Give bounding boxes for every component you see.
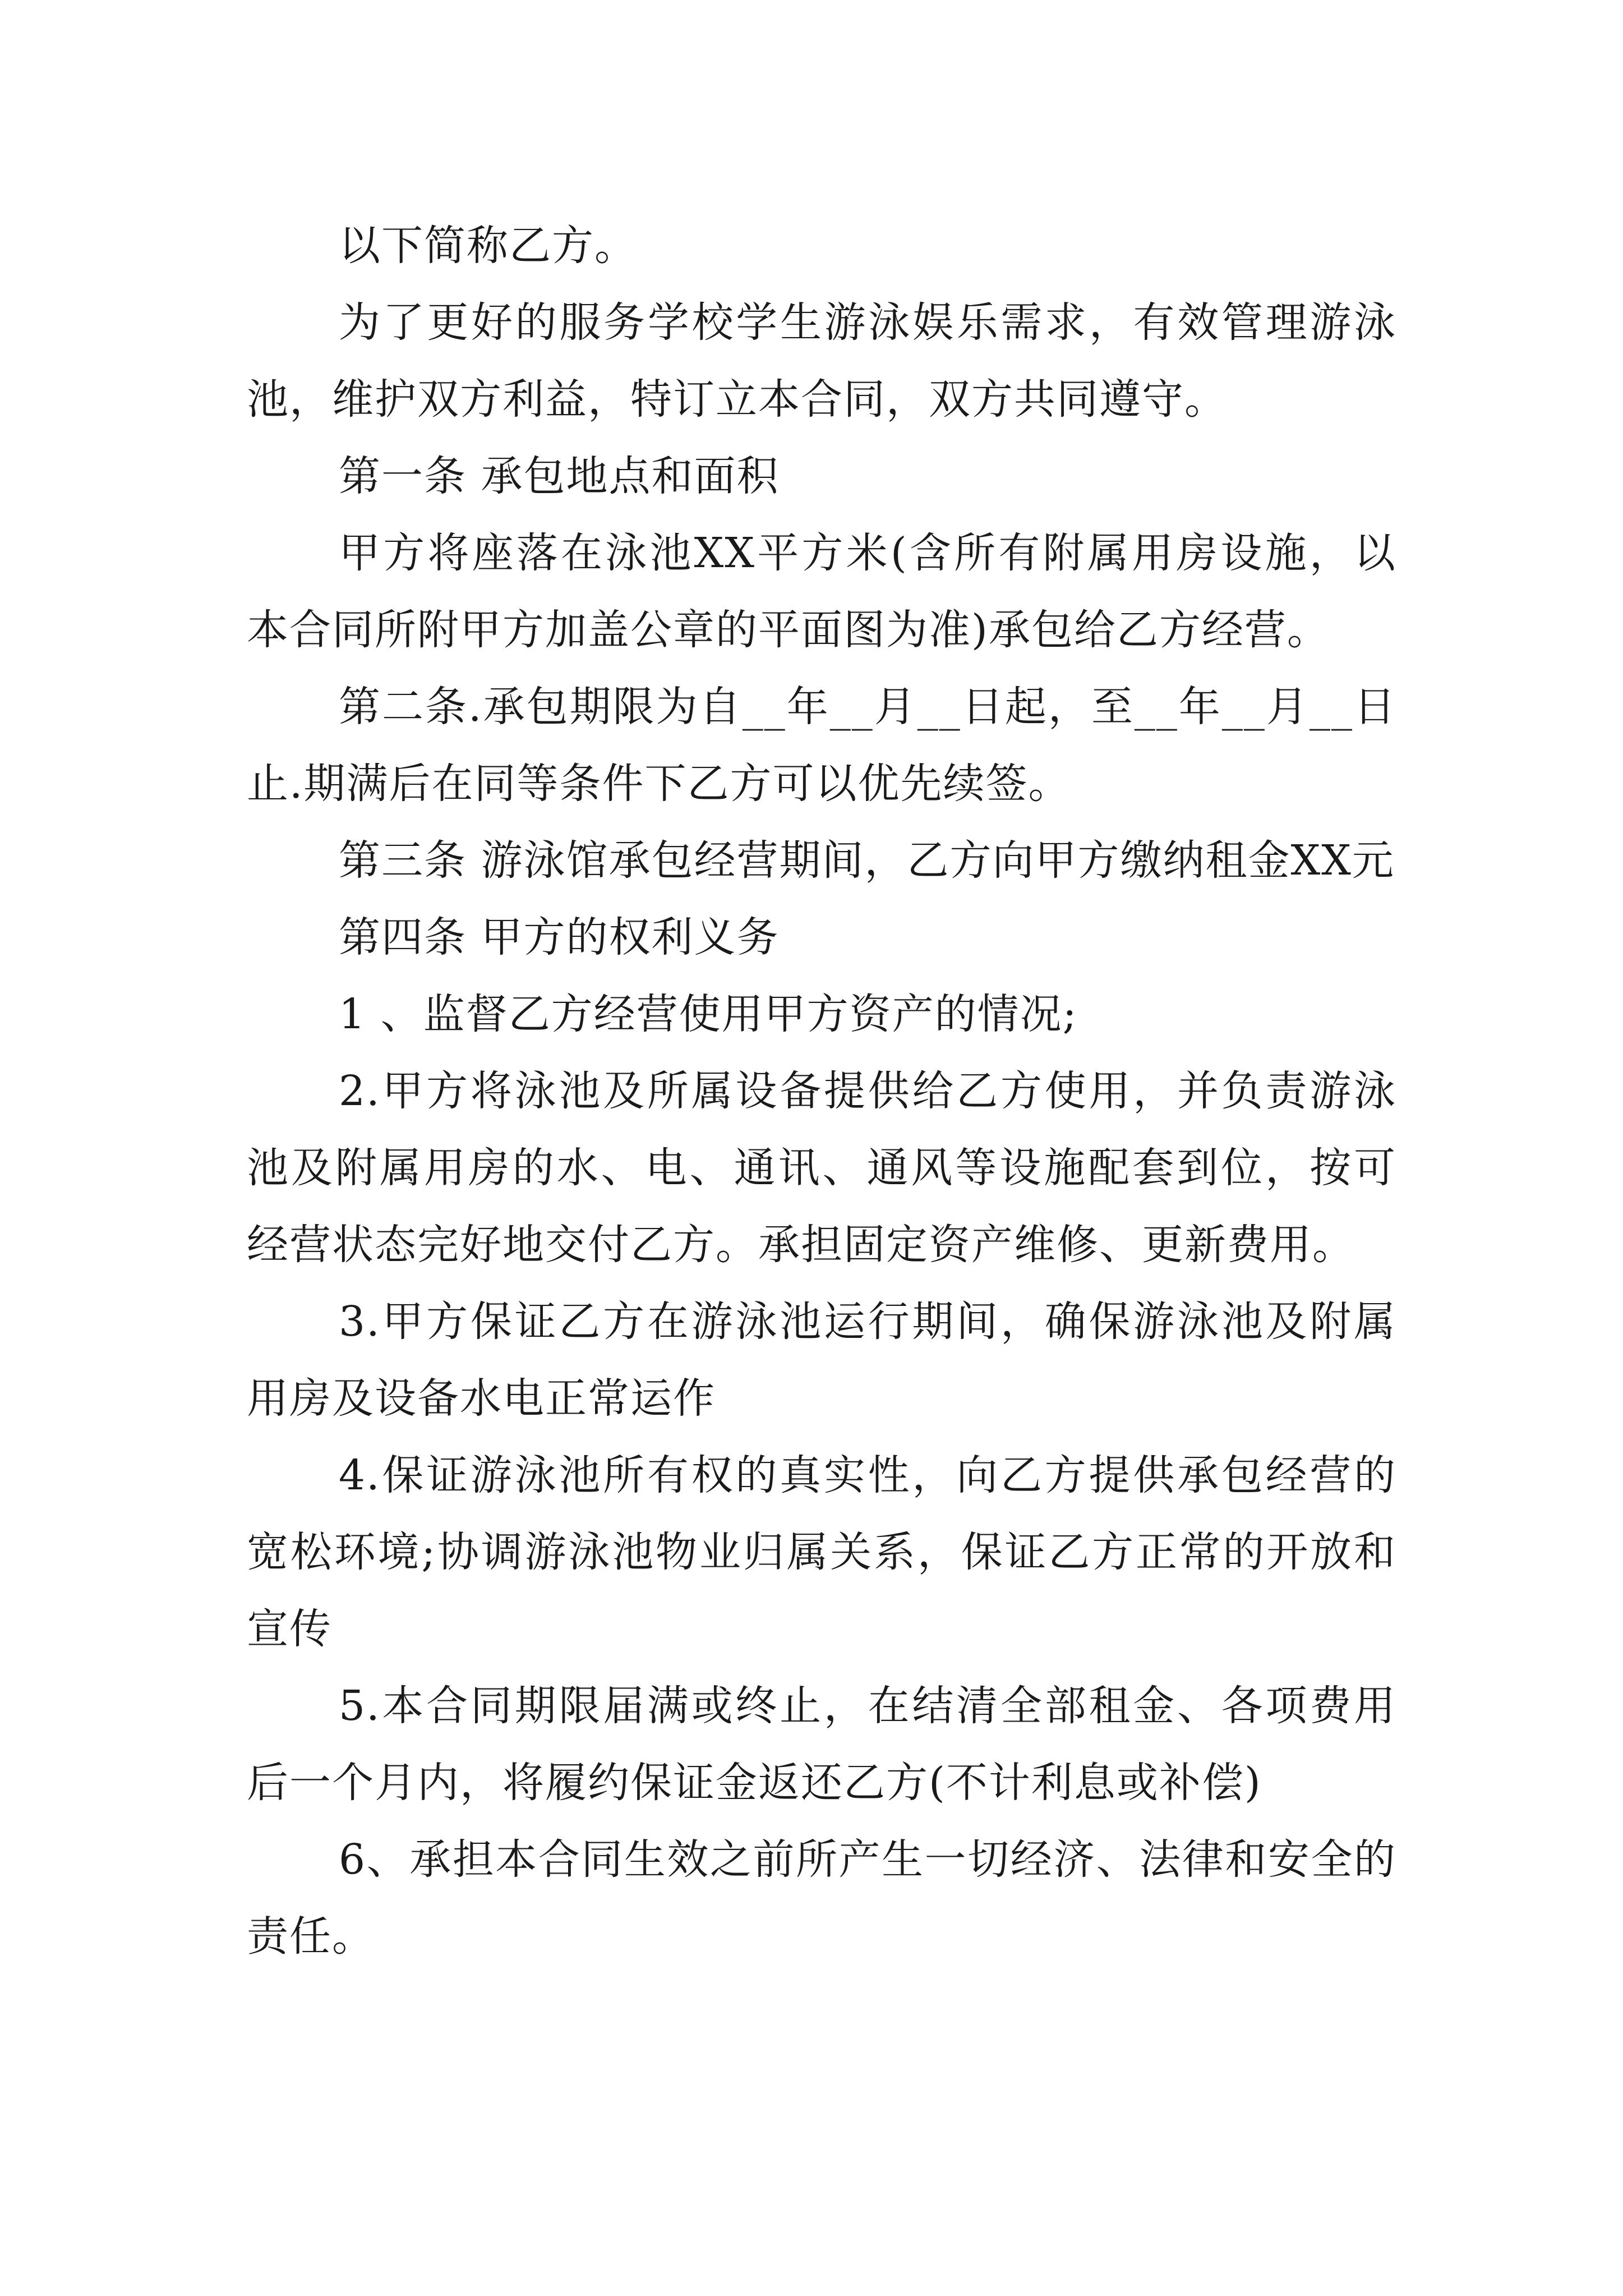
article-1-body: 甲方将座落在泳池XX平方米(含所有附属用房设施，以本合同所附甲方加盖公章的平面图为准)承包给乙方经营。	[247, 529, 1396, 654]
article-4-item-1: 1 、监督乙方经营使用甲方资产的情况;	[339, 990, 1078, 1038]
paragraph-purpose: 为了更好的服务学校学生游泳娱乐需求，有效管理游泳池，维护双方利益，特订立本合同，双方共同遵守。	[247, 298, 1396, 424]
article-4-item-5: 5.本合同期限届满或终止，在结清全部租金、各项费用后一个月内，将履约保证金返还乙方(不计利息或补偿)	[247, 1682, 1396, 1807]
paragraph-abbreviation: 以下简称乙方。	[339, 222, 637, 270]
article-1-heading: 第一条 承包地点和面积	[339, 452, 780, 500]
article-4-item-6: 6、承担本合同生效之前所产生一切经济、法律和安全的责任。	[247, 1835, 1396, 1961]
document-body	[247, 208, 1396, 1975]
article-4-item-2: 2.甲方将泳池及所属设备提供给乙方使用，并负责游泳池及附属用房的水、电、通讯、通风等设施配套到位，按可经营状态完好地交付乙方。承担固定资产维修、更新费用。	[247, 1067, 1396, 1269]
article-2: 第二条.承包期限为自__年__月__日起，至__年__月__日止.期满后在同等条件下乙方可以优先续签。	[247, 683, 1396, 808]
article-4-item-3: 3.甲方保证乙方在游泳池运行期间，确保游泳池及附属用房及设备水电正常运作	[247, 1297, 1396, 1423]
article-4-item-4: 4.保证游泳池所有权的真实性，向乙方提供承包经营的宽松环境;协调游泳池物业归属关系，保证乙方正常的开放和宣传	[247, 1451, 1396, 1653]
article-4-heading: 第四条 甲方的权利义务	[339, 913, 780, 961]
article-3: 第三条 游泳馆承包经营期间，乙方向甲方缴纳租金XX元	[339, 836, 1395, 885]
